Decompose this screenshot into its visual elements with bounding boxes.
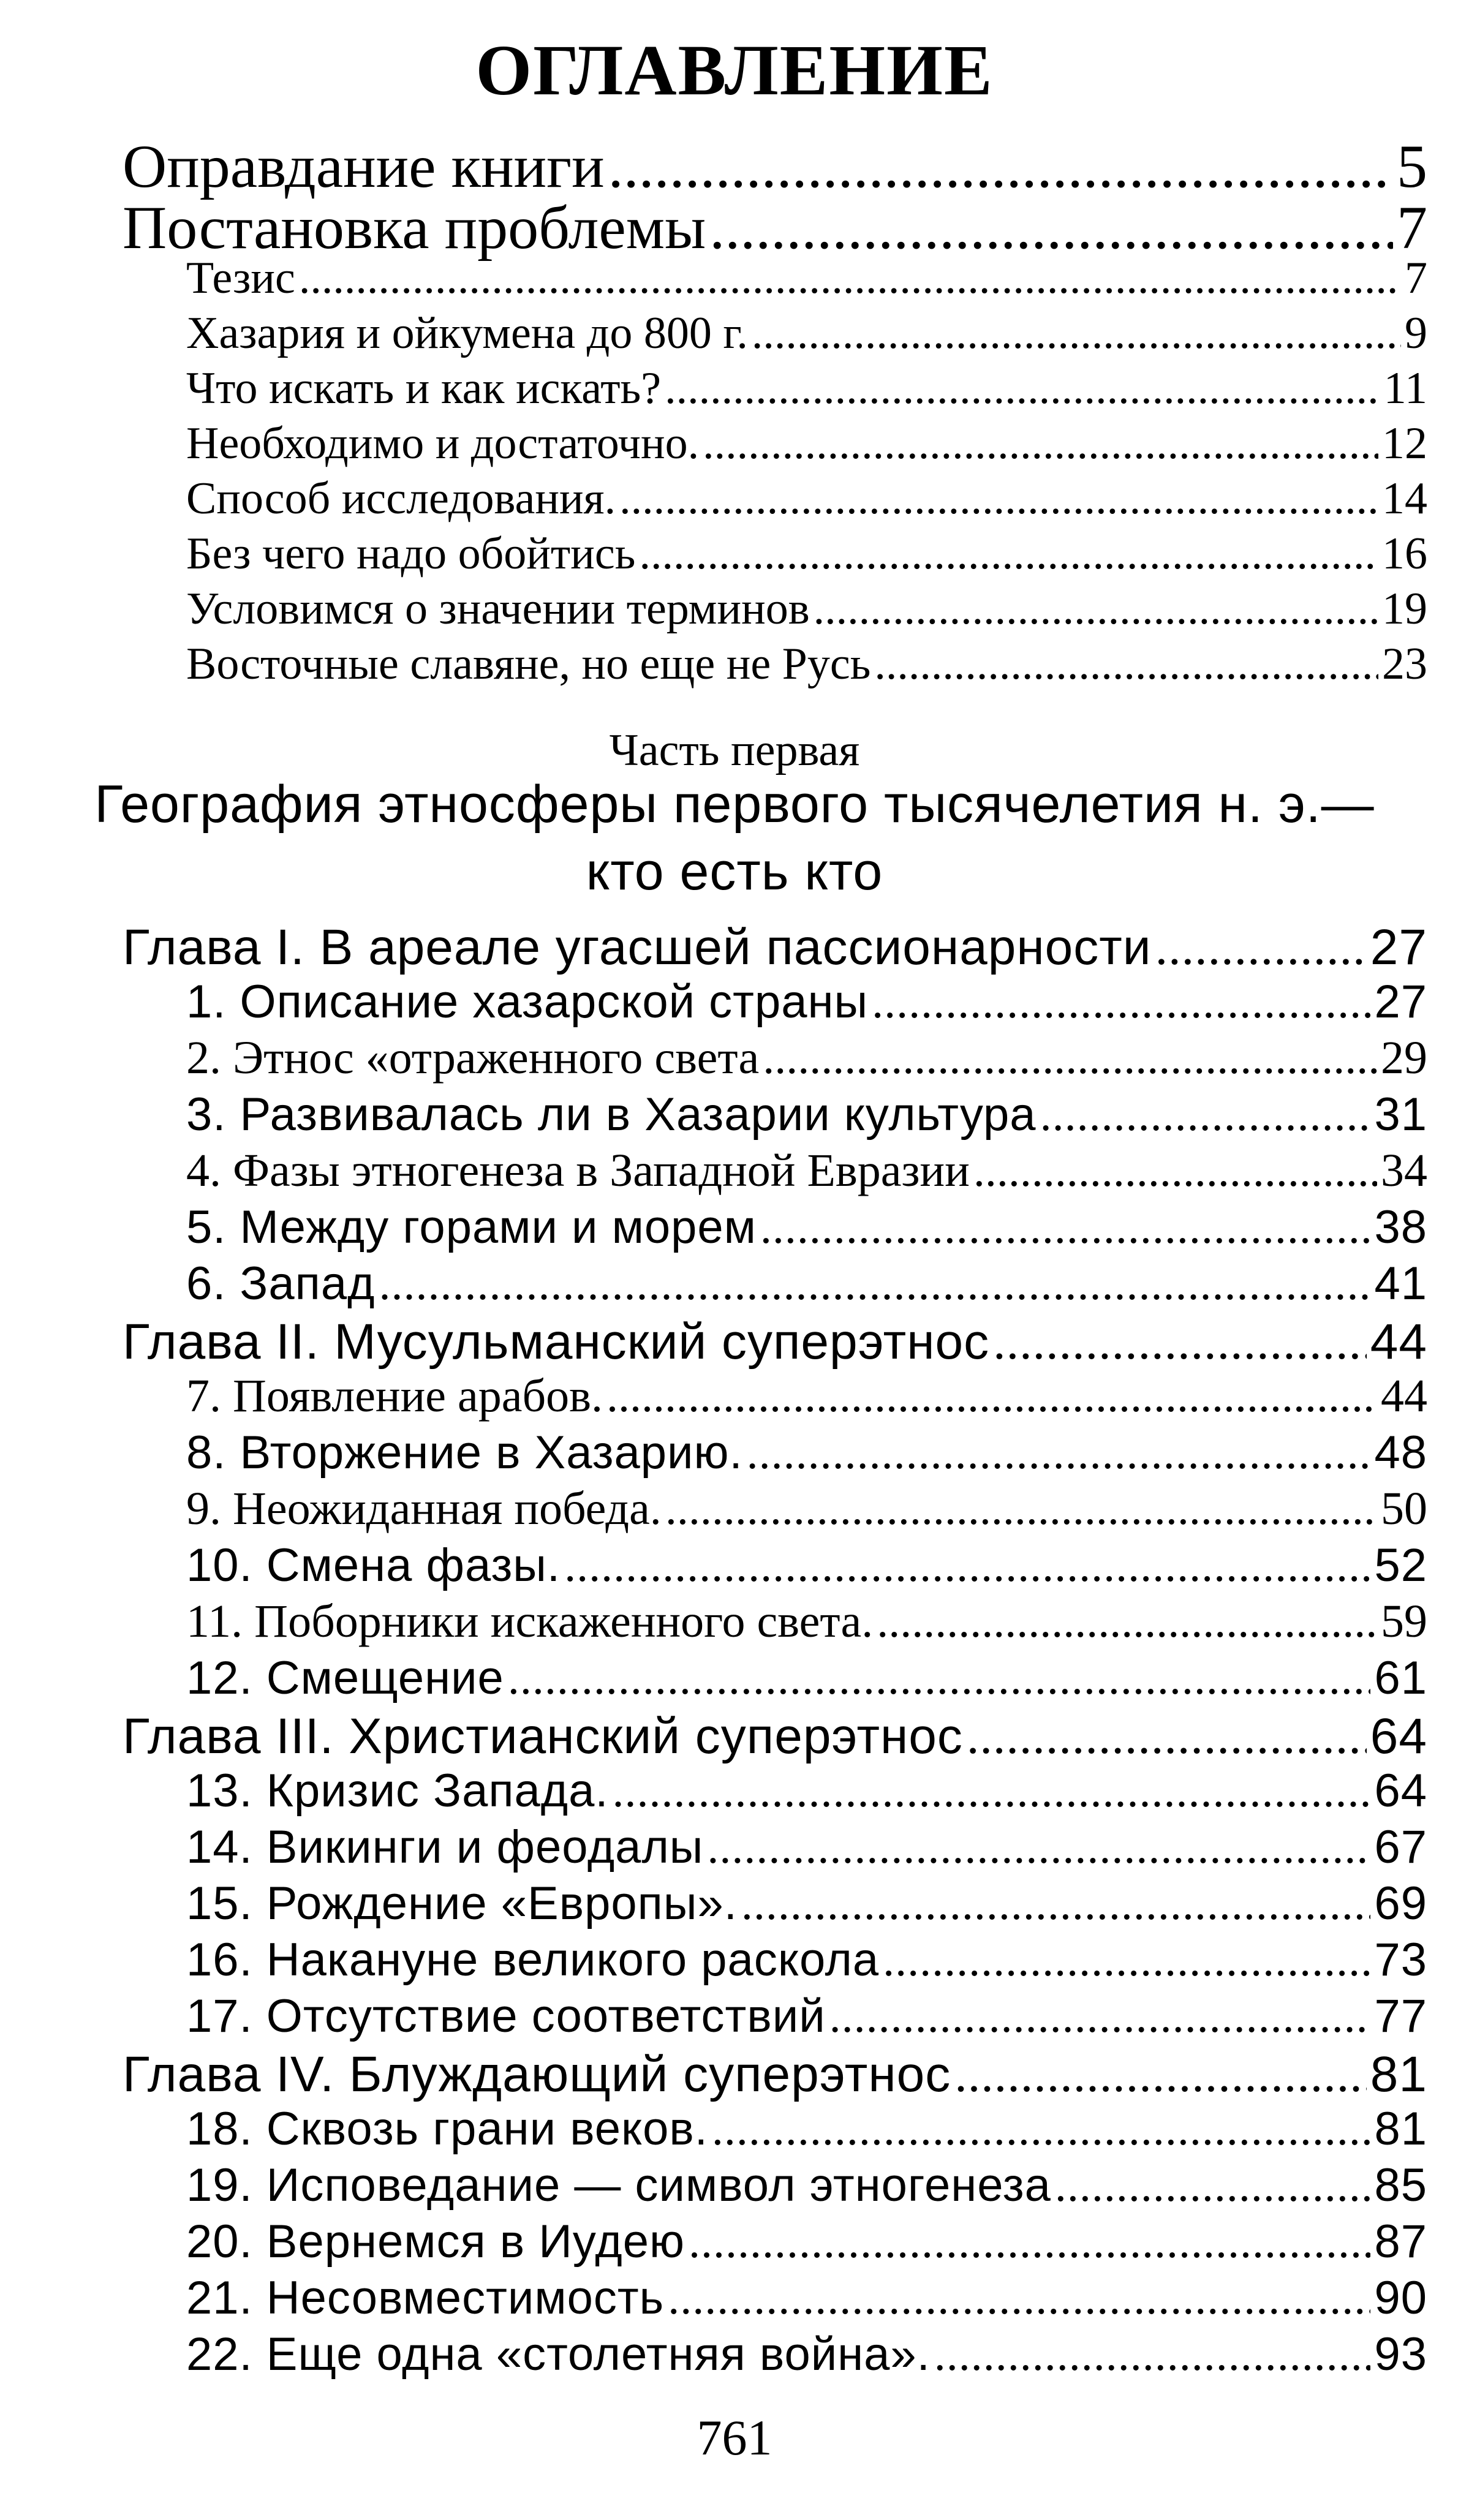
- toc-entry-text: 7. Появление арабов.: [186, 1370, 603, 1422]
- leader-dots: [973, 1144, 1377, 1198]
- leader-dots: [712, 2103, 1371, 2156]
- toc-entry-page: 9: [1405, 308, 1427, 358]
- toc-entry-text: 10. Смена фазы.: [186, 1539, 561, 1591]
- leader-dots: [703, 418, 1378, 470]
- toc-entry-text: 14. Викинги и феодалы: [186, 1821, 704, 1873]
- toc-entry-text: 21. Несовместимость: [186, 2272, 665, 2324]
- section-entry: [186, 2102, 1427, 2161]
- leader-dots: [829, 1990, 1371, 2043]
- section-entry: [186, 1651, 1427, 1710]
- chapter-entry: [123, 1313, 1427, 1372]
- toc-entry-text: Что искать и как искать?: [186, 363, 662, 413]
- part-title: [0, 771, 1469, 905]
- toc-entry-page: 19: [1382, 584, 1427, 634]
- toc-entry-text: 8. Вторжение в Хазарию.: [186, 1427, 743, 1479]
- toc-entry-page: 52: [1374, 1539, 1427, 1591]
- leader-dots: [741, 1877, 1371, 1931]
- toc-entry-page: 85: [1374, 2159, 1427, 2211]
- leader-dots: [665, 1482, 1377, 1536]
- toc-entry-page: 5: [1397, 132, 1427, 200]
- leader-dots: [747, 1427, 1371, 1480]
- section-entry: [186, 1426, 1427, 1485]
- toc-entry-text: Оправдание книги: [123, 132, 605, 200]
- leader-dots: [993, 1313, 1367, 1371]
- section-entry: [186, 2215, 1427, 2274]
- toc-entry-page: 67: [1374, 1821, 1427, 1873]
- part-title-line: География этносферы первого тысячелетия н. э.—: [94, 775, 1375, 834]
- toc-entry-page: 77: [1374, 1990, 1427, 2042]
- leader-dots: [689, 2216, 1370, 2269]
- toc-entry-text: Условимся о значении терминов: [186, 584, 810, 634]
- toc-entry-page: 34: [1381, 1145, 1427, 1196]
- toc-entry-text: 13. Кризис Запада.: [186, 1765, 609, 1817]
- section-entry: [186, 2159, 1427, 2217]
- toc-entry-text: Глава II. Мусульманский суперэтнос: [123, 1314, 990, 1370]
- section-entry: [186, 1032, 1427, 1090]
- section-entry: [186, 1877, 1427, 1936]
- leader-dots: [665, 363, 1380, 415]
- toc-entry-text: 22. Еще одна «столетняя война».: [186, 2328, 931, 2380]
- toc-entry-text: 18. Сквозь грани веков.: [186, 2103, 708, 2155]
- toc-entry-text: Без чего надо обойтись: [186, 529, 636, 579]
- toc-entry-text: 6. Запад: [186, 1258, 376, 1310]
- leader-dots: [760, 1201, 1371, 1254]
- toc-entry-text: 16. Накануне великого раскола: [186, 1934, 880, 1986]
- toc-entry-page: 27: [1374, 976, 1427, 1028]
- toc-entry: [123, 131, 1427, 198]
- leader-dots: [379, 1258, 1370, 1311]
- chapter-entry: [123, 919, 1427, 978]
- toc-entry-page: 23: [1382, 639, 1427, 689]
- toc-entry-text: 12. Смещение: [186, 1652, 504, 1704]
- leader-dots: [564, 1539, 1370, 1593]
- toc-entry-text: 4. Фазы этногенеза в Западной Евразии: [186, 1145, 970, 1196]
- toc-subentry: [186, 473, 1427, 528]
- toc-entry-text: 9. Неожиданная победа.: [186, 1483, 662, 1534]
- leader-dots: [814, 583, 1378, 635]
- toc-subentry: [186, 252, 1427, 307]
- section-entry: [186, 1201, 1427, 1259]
- toc-entry-text: Восточные славяне, но еще не Русь: [186, 639, 871, 689]
- toc-entry-page: 12: [1382, 418, 1427, 469]
- leader-dots: [1040, 1088, 1371, 1142]
- toc-entry-page: 16: [1382, 529, 1427, 579]
- section-entry: [186, 1764, 1427, 1823]
- leader-dots: [883, 1934, 1370, 1987]
- toc-entry-page: 64: [1370, 1708, 1427, 1764]
- part-label: Часть первая: [609, 725, 860, 775]
- section-entry: [186, 975, 1427, 1034]
- toc-entry-page: 81: [1374, 2103, 1427, 2155]
- toc-entry-text: 11. Поборники искаженного света.: [186, 1596, 874, 1647]
- toc-entry-text: 3. Развивалась ли в Хазарии культура: [186, 1088, 1037, 1141]
- chapter-entry: [123, 2046, 1427, 2105]
- toc-entry-page: 87: [1374, 2216, 1427, 2268]
- leader-dots: [707, 1821, 1370, 1874]
- toc-entry-page: 7: [1397, 194, 1427, 262]
- toc-entry-text: 5. Между горами и морем: [186, 1201, 757, 1253]
- leader-dots: [934, 2328, 1371, 2382]
- section-entry: [186, 1990, 1427, 2048]
- toc-entry-text: Способ исследования.: [186, 473, 616, 524]
- section-entry: [186, 1482, 1427, 1541]
- toc-entry-page: 44: [1370, 1314, 1427, 1370]
- toc-entry-page: 38: [1374, 1201, 1427, 1253]
- toc-entry-text: 15. Рождение «Европы».: [186, 1877, 738, 1930]
- toc-entry-text: Глава IV. Блуждающий суперэтнос: [123, 2047, 951, 2102]
- toc-entry-page: 44: [1381, 1370, 1427, 1422]
- toc-entry-page: 41: [1374, 1258, 1427, 1310]
- toc-subentry: [186, 307, 1427, 363]
- toc-entry-text: Глава I. В ареале угасшей пассионарности: [123, 919, 1152, 975]
- toc-entry-page: 59: [1381, 1596, 1427, 1647]
- leader-dots: [613, 1765, 1371, 1818]
- toc-entry-text: Постановка проблемы: [123, 194, 706, 262]
- leader-dots: [874, 638, 1378, 690]
- toc-entry-text: 1. Описание хазарской страны: [186, 976, 869, 1028]
- toc-entry-text: 17. Отсутствие соответствий: [186, 1990, 826, 2042]
- toc-entry-page: 81: [1370, 2047, 1427, 2102]
- section-entry: [186, 1595, 1427, 1654]
- toc-entry-text: Глава III. Христианский суперэтнос: [123, 1708, 963, 1764]
- leader-dots: [508, 1652, 1371, 1705]
- toc-entry-page: 7: [1405, 253, 1427, 303]
- toc-subentry: [186, 583, 1427, 638]
- leader-dots: [608, 131, 1393, 202]
- toc-entry-page: 27: [1370, 919, 1427, 975]
- toc-subentry: [186, 638, 1427, 693]
- toc-subentry: [186, 363, 1427, 418]
- leader-dots: [763, 1032, 1377, 1085]
- toc-subentry: [186, 418, 1427, 473]
- leader-dots: [967, 1708, 1367, 1765]
- toc-subentry: [186, 528, 1427, 583]
- toc-entry-text: Необходимо и достаточно.: [186, 418, 700, 469]
- leader-dots: [1055, 2159, 1371, 2213]
- leader-dots: [668, 2272, 1370, 2325]
- section-entry: [186, 1257, 1427, 1316]
- leader-dots: [639, 528, 1378, 580]
- leader-dots: [1155, 919, 1367, 976]
- toc-entry-page: 14: [1382, 473, 1427, 524]
- leader-dots: [619, 473, 1378, 525]
- toc-entry-page: 90: [1374, 2272, 1427, 2324]
- page-title: ОГЛАВЛЕНИЕ: [475, 30, 994, 110]
- toc-entry-page: 73: [1374, 1934, 1427, 1986]
- toc-entry-page: 69: [1374, 1877, 1427, 1930]
- toc-entry-page: 48: [1374, 1427, 1427, 1479]
- toc-entry-text: 19. Исповедание — символ этногенеза: [186, 2159, 1051, 2211]
- toc-entry-page: 64: [1374, 1765, 1427, 1817]
- toc-entry-page: 31: [1374, 1088, 1427, 1141]
- toc-entry-text: 20. Вернемся в Иудею: [186, 2216, 685, 2268]
- section-entry: [186, 2328, 1427, 2386]
- section-entry: [186, 1370, 1427, 1428]
- section-entry: [186, 1820, 1427, 1879]
- leader-dots: [752, 307, 1401, 360]
- leader-dots: [954, 2046, 1367, 2103]
- section-entry: [186, 1088, 1427, 1147]
- toc-entry-text: 2. Этнос «отраженного света: [186, 1032, 760, 1084]
- section-entry: [186, 2271, 1427, 2330]
- toc-entry-page: 50: [1381, 1483, 1427, 1534]
- page-number: 761: [697, 2410, 772, 2465]
- toc-entry: [123, 192, 1427, 260]
- leader-dots: [877, 1595, 1377, 1648]
- section-entry: [186, 1933, 1427, 1992]
- chapter-entry: [123, 1708, 1427, 1767]
- toc-entry-page: 29: [1381, 1032, 1427, 1084]
- leader-dots: [299, 252, 1401, 304]
- leader-dots: [606, 1370, 1377, 1423]
- section-entry: [186, 1144, 1427, 1203]
- toc-entry-page: 61: [1374, 1652, 1427, 1704]
- toc-entry-text: Хазария и ойкумена до 800 г.: [186, 308, 748, 358]
- section-entry: [186, 1539, 1427, 1598]
- toc-entry-page: 93: [1374, 2328, 1427, 2380]
- toc-entry-text: Тезис: [186, 253, 295, 303]
- part-title-line: кто есть кто: [586, 842, 883, 901]
- leader-dots: [872, 976, 1370, 1029]
- toc-entry-page: 11: [1383, 363, 1427, 413]
